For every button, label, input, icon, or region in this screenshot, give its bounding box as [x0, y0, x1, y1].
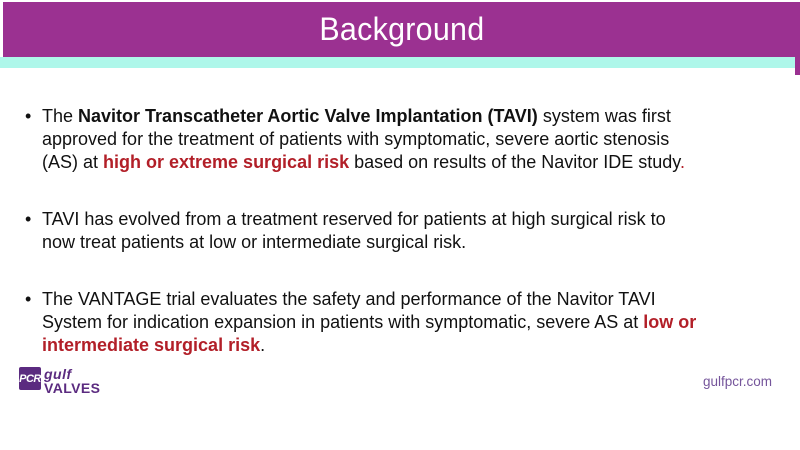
- text-line: [42, 311, 800, 334]
- slide-title-bar: [3, 2, 800, 57]
- text-segment: high or extreme surgical risk: [103, 152, 350, 172]
- text-line: [42, 208, 800, 231]
- text-line: [42, 105, 800, 128]
- text-line: [42, 128, 800, 151]
- logo-valves-label: VALVES: [44, 380, 101, 396]
- slide-content: [0, 105, 800, 391]
- text-segment: low or: [643, 312, 697, 332]
- text-segment: Navitor Transcatheter Aortic Valve Implantation (TAVI): [78, 106, 538, 126]
- text-segment: (AS) at: [42, 152, 104, 172]
- text-segment: System for indication expansion in patients with symptomatic, severe AS at: [42, 312, 644, 332]
- text-line: [42, 288, 800, 311]
- text-segment: .: [260, 335, 266, 355]
- accent-underline: [0, 57, 795, 68]
- text-segment: TAVI has evolved from a treatment reserved for patients at high surgical risk to: [42, 209, 666, 229]
- text-segment: The: [42, 106, 79, 126]
- text-line: [42, 231, 800, 254]
- pcr-gulf-valves-logo: [19, 367, 100, 395]
- list-item: [0, 105, 800, 174]
- text-segment: intermediate surgical risk: [42, 335, 261, 355]
- website-text: gulfpcr.com: [702, 374, 772, 389]
- text-segment: system was first: [537, 106, 671, 126]
- text-segment: approved for the treatment of patients with symptomatic, severe aortic stenosis: [42, 129, 670, 149]
- text-segment: .: [679, 152, 685, 172]
- list-item: [0, 288, 800, 357]
- logo-gulf-label: gulf: [44, 366, 72, 382]
- pcr-logo-text: PCR: [19, 372, 41, 385]
- text-line: [42, 334, 800, 357]
- page-title: Background: [318, 11, 485, 47]
- text-line: [42, 151, 800, 174]
- slide-footer: [0, 366, 800, 450]
- text-segment: based on results of the Navitor IDE study: [349, 152, 680, 172]
- list-item: [0, 208, 800, 254]
- bullet-list: [0, 105, 800, 357]
- text-segment: The VANTAGE trial evaluates the safety and performance of the Navitor TAVI: [42, 289, 656, 309]
- text-segment: now treat patients at low or intermediate surgical risk.: [42, 232, 467, 252]
- bullet-marker: •: [25, 209, 32, 229]
- right-edge-strip: [795, 2, 800, 75]
- bullet-marker: •: [25, 106, 32, 126]
- bullet-marker: •: [25, 289, 32, 309]
- pcr-logo-box: [19, 367, 41, 390]
- logo-wordmark: [44, 367, 100, 395]
